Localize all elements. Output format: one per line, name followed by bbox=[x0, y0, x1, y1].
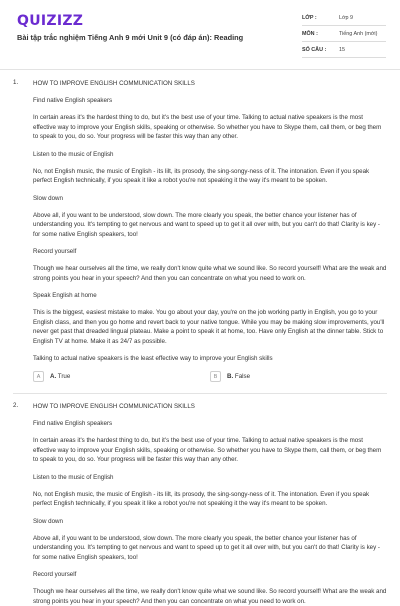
quizizz-logo: QUIZIZZ bbox=[17, 13, 84, 29]
question-number: 2. bbox=[13, 402, 19, 409]
section-paragraph: This is the biggest, easiest mistake to make. You go about your day, you're on the job working partly in English, you go to your English class, and then you go home and revert back to your native tongue. While you may be making slow improvements, you'll never get past that dreaded lingual plateau. Make a point to speak it at home, too. Have only English at the dinner table. Stick to English TV at home. Make it as 24/7 as possible. bbox=[33, 309, 385, 345]
option-text bbox=[227, 373, 250, 380]
section-heading: Slow down bbox=[33, 194, 63, 202]
section-paragraph: Though we hear ourselves all the time, we really don't know quite what we sound like. So record yourself! What are the weak and strong points you hear in your speech? And then you can concentrate on what you need to work on. bbox=[33, 265, 387, 282]
meta-key: SỐ CÂU : bbox=[302, 46, 327, 53]
section-paragraph: In certain areas it's the hardest thing to do, but it's the best use of your time. Talking to actual native speakers is the most effective way to improve your English skills, speaking or otherwise. So whether you have to Skype them, call them, or beg them to speak to you, do so. Your progress will be faster this way than any other. bbox=[33, 437, 382, 463]
question-number: 1. bbox=[13, 79, 19, 86]
question-body bbox=[33, 79, 387, 382]
question-statement: Talking to actual native speakers is the least effective way to improve your English skills bbox=[33, 355, 273, 362]
section-heading: Speak English at home bbox=[33, 292, 97, 299]
section-heading: Find native English speakers bbox=[33, 97, 113, 104]
section-heading: Slow down bbox=[33, 517, 63, 525]
section-heading: Find native English speakers bbox=[33, 420, 113, 427]
meta-row-subject bbox=[302, 26, 386, 42]
meta-value: Tiếng Anh (mới) bbox=[339, 30, 378, 37]
section-heading: Record yourself bbox=[33, 248, 77, 255]
option-value: False bbox=[234, 373, 251, 380]
meta-table bbox=[302, 10, 386, 58]
option-letter-box[interactable]: B bbox=[210, 371, 221, 382]
option-b[interactable] bbox=[210, 371, 387, 382]
option-text bbox=[50, 373, 70, 380]
meta-row-count bbox=[302, 42, 386, 58]
section-paragraph: No, not English music, the music of English - its lilt, its prosody, the sing-songy-ness of it. The intonation. Even if you speak perfect English technically, if you speak it like a robot you're not speaking it the way it's meant to be spoken. bbox=[33, 490, 370, 507]
section-heading: Listen to the music of English bbox=[33, 150, 114, 158]
option-a[interactable] bbox=[33, 371, 210, 382]
question-divider bbox=[13, 393, 387, 394]
question-body bbox=[33, 402, 387, 606]
section-heading: Record yourself bbox=[33, 571, 77, 578]
option-letter-box[interactable]: A bbox=[33, 371, 44, 382]
section-heading: Listen to the music of English bbox=[33, 473, 114, 481]
header-divider bbox=[0, 69, 400, 70]
page-header bbox=[0, 0, 400, 70]
section-paragraph: No, not English music, the music of English - its lilt, its prosody, the sing-songy-ness of it. The intonation. Even if you speak perfect English technically, if you speak it like a robot you're not speaking it the way it's meant to be spoken. bbox=[33, 167, 370, 184]
section-paragraph: Though we hear ourselves all the time, we really don't know quite what we sound like. So record yourself! What are the weak and strong points you hear in your speech? And then you can concentrate on what you need to work on. bbox=[33, 588, 387, 605]
meta-key: MÔN : bbox=[302, 30, 318, 37]
section-paragraph: Above all, if you want to be understood, slow down. The more clearly you speak, the better chance your listener has of understanding you. It's tempting to get nervous and want to speed up to get it all over with, but you can't do that! Clarity is key - for some native English speakers, too! bbox=[33, 534, 380, 561]
meta-value: Lớp 9 bbox=[339, 14, 354, 21]
answer-options bbox=[33, 371, 387, 382]
meta-key: LỚP : bbox=[302, 14, 317, 21]
section-paragraph: Above all, if you want to be understood, slow down. The more clearly you speak, the better chance your listener has of understanding you. It's tempting to get nervous and want to speed up to get it all over with, but you can't do that! Clarity is key - for some native English speakers, too! bbox=[33, 211, 380, 238]
option-label: B. bbox=[227, 373, 234, 380]
question-title: HOW TO IMPROVE ENGLISH COMMUNICATION SKILLS bbox=[33, 403, 195, 410]
option-value: True bbox=[57, 373, 71, 380]
meta-value: 15 bbox=[339, 46, 345, 53]
page-title: Bài tập trắc nghiệm Tiếng Anh 9 mới Unit 9 (có đáp án): Reading bbox=[17, 33, 244, 42]
meta-row-grade bbox=[302, 10, 386, 26]
question-title: HOW TO IMPROVE ENGLISH COMMUNICATION SKILLS bbox=[33, 80, 195, 87]
section-paragraph: In certain areas it's the hardest thing to do, but it's the best use of your time. Talking to actual native speakers is the most effective way to improve your English skills, speaking or otherwise. So whether you have to Skype them, call them, or beg them to speak to you, do so. Your progress will be faster this way than any other. bbox=[33, 114, 382, 140]
option-label: A. bbox=[50, 373, 57, 380]
